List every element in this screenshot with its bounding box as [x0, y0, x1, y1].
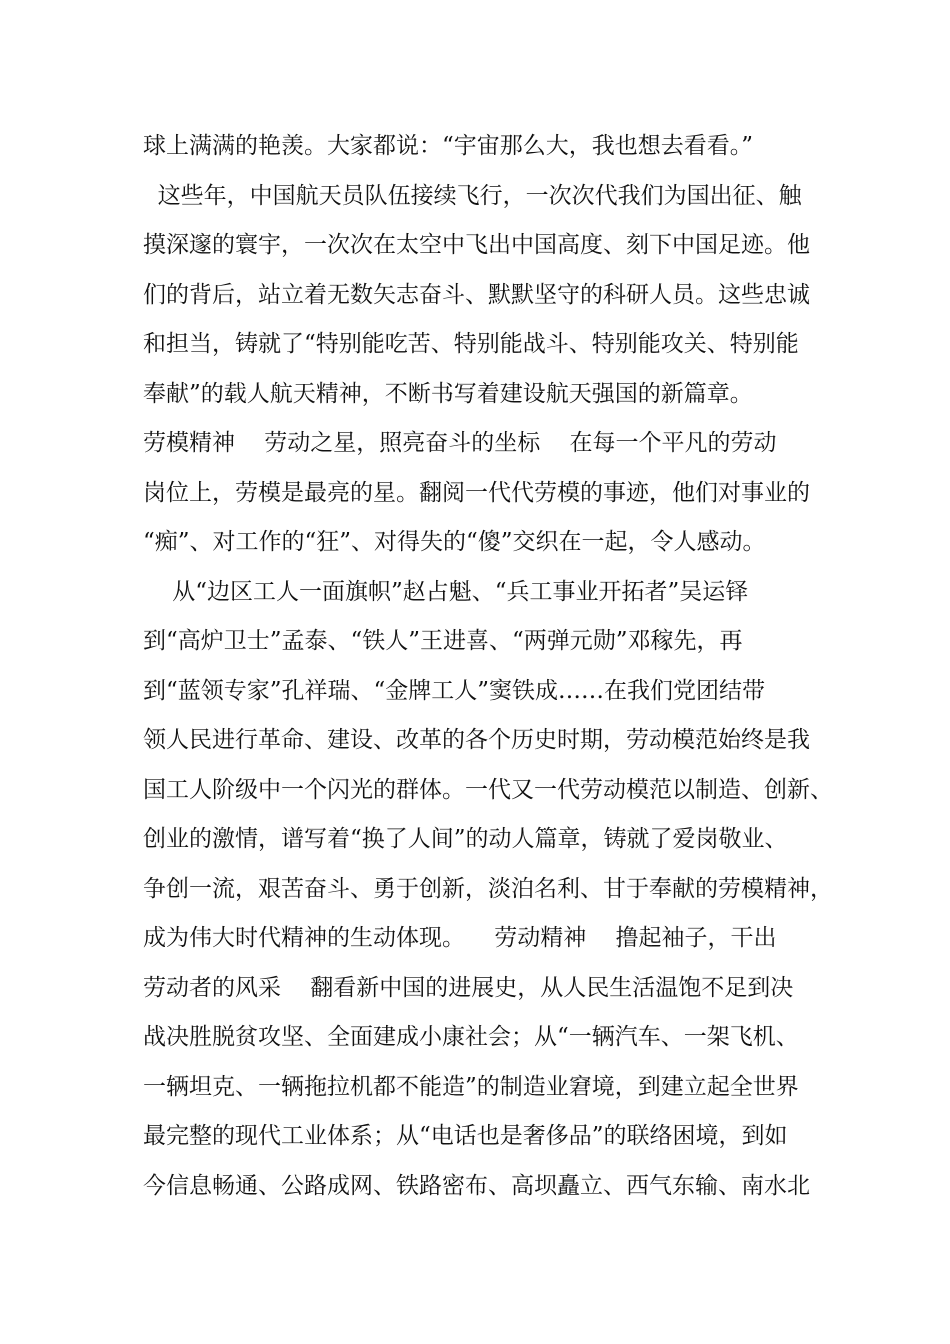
- text-line: 争创一流，艰苦奋斗、勇于创新，淡泊名利、甘于奉献的劳模精神，: [143, 875, 833, 902]
- text-line: 到“高炉卫士”孟泰、“铁人”王进喜、“两弹元勋”邓稼先，再: [143, 628, 743, 654]
- text-line: “痴”、对工作的“狂”、对得失的“傻”交织在一起，令人感动。: [143, 529, 766, 555]
- text-line: 这些年，中国航天员队伍接续飞行，一次次代我们为国出征、触: [143, 182, 802, 209]
- text-line: 岗位上，劳模是最亮的星。翻阅一代代劳模的事迹，他们对事业的: [143, 479, 810, 506]
- text-line: 成为伟大时代精神的生动体现。 劳动精神 撸起袖子，干出: [143, 925, 777, 951]
- text-line: 们的背后，站立着无数矢志奋斗、默默坚守的科研人员。这些忠诚: [143, 281, 810, 308]
- text-line: 领人民进行革命、建设、改革的各个历史时期，劳动模范始终是我: [143, 727, 810, 753]
- body-text: [143, 128, 833, 1217]
- text-line: 奉献”的载人航天精神，不断书写着建设航天强国的新篇章。: [143, 380, 753, 407]
- text-line: 球上满满的艳羡。大家都说：“宇宙那么大，我也想去看看。”: [143, 133, 754, 159]
- text-line: 战决胜脱贫攻坚、全面建成小康社会；从“一辆汽车、一架飞机、: [143, 1024, 799, 1050]
- text-line: 最完整的现代工业体系；从“电话也是奢侈品”的联络困境，到如: [143, 1123, 788, 1149]
- text-line: 创业的激情，谱写着“换了人间”的动人篇章，铸就了爱岗敬业、: [143, 826, 788, 852]
- text-line: 和担当，铸就了“特别能吃苦、特别能战斗、特别能攻关、特别能: [143, 331, 799, 357]
- text-line: 劳动者的风采 翻看新中国的进展史，从人民生活温饱不足到决: [143, 974, 794, 1001]
- text-line: 劳模精神 劳动之星，照亮奋斗的坐标 在每一个平凡的劳动: [143, 430, 777, 456]
- text-line: 今信息畅通、公路成网、铁路密布、高坝矗立、西气东输、南水北: [143, 1172, 810, 1199]
- text-line: 摸深邃的寰宇，一次次在太空中飞出中国高度、刻下中国足迹。他: [143, 232, 810, 258]
- text-line: 到“蓝领专家”孔祥瑞、“金牌工人”窦铁成……在我们党团结带: [143, 677, 766, 704]
- text-line: 国工人阶级中一个闪光的群体。一代又一代劳动模范以制造、创新、: [143, 776, 833, 803]
- text-line: 一辆坦克、一辆拖拉机都不能造”的制造业窘境，到建立起全世界: [143, 1073, 799, 1100]
- text-line: 从“边区工人一面旗帜”赵占魁、“兵工事业开拓者”吴运铎: [143, 578, 749, 605]
